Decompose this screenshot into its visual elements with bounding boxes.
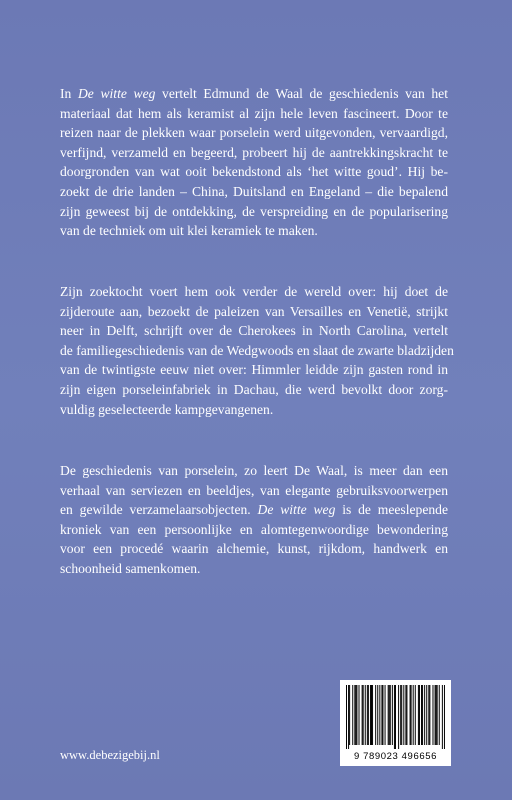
- text-line: zoekt de drie landen – China, Duitsland en Engeland – die bepalend: [60, 183, 448, 199]
- barcode-bar: [410, 685, 411, 745]
- text-line: In De witte weg vertelt Edmund de Waal de geschiedenis van het: [60, 86, 448, 101]
- text-line: materiaal dat hem als keramist al zijn hele leven fascineert. Door te: [60, 105, 448, 121]
- text-line: zijn eigen porseleinfabriek in Dachau, die werd bevolkt door zorg-: [60, 381, 448, 397]
- barcode-bar: [401, 685, 402, 745]
- barcode-bar: [439, 685, 440, 745]
- barcode-bar: [400, 685, 401, 745]
- text-line: vuldig geselecteerde kampgevangenen.: [60, 401, 274, 417]
- barcode-bar: [356, 685, 357, 745]
- text-line: zijn geweest bij de ontdekking, de verspreiding en de popularisering: [60, 203, 448, 219]
- barcode-bar: [379, 685, 380, 745]
- text-line: schoonheid samenkomen.: [60, 560, 201, 576]
- text-line: zijderoute aan, bezoekt de paleizen van Versailles en Venetië, strijkt: [60, 303, 448, 319]
- barcode-bar: [371, 685, 372, 745]
- barcode-bar: [422, 685, 423, 745]
- book-title: De witte weg: [257, 502, 336, 518]
- paragraph-text: [60, 84, 448, 241]
- text-line: kroniek van een persoonlijke en alomtegenwoordige bewondering: [60, 521, 448, 537]
- barcode-bar: [418, 685, 419, 745]
- blurb-paragraph-1: [60, 84, 448, 241]
- barcode-bar: [392, 685, 393, 745]
- barcode-bar: [377, 685, 378, 745]
- barcode-bar: [395, 685, 396, 749]
- text-line: Zijn zoektocht voert hem ook verder de wereld over: hij doet de: [60, 284, 448, 299]
- barcode-bar: [426, 685, 427, 745]
- barcode-bar: [365, 685, 366, 745]
- barcode-bar: [390, 685, 391, 745]
- barcode-bar: [428, 685, 429, 745]
- text-line: de familiegeschiedenis van de Wedgwoods en slaat de zwarte bladzijden: [60, 342, 454, 358]
- text-line: en gewilde verzamelaarsobjecten. De witte weg is de meeslepende: [60, 502, 448, 518]
- barcode-bar: [421, 685, 422, 745]
- barcode-bar: [403, 685, 404, 745]
- barcode-bar: [346, 685, 347, 749]
- text-line: verhaal van serviezen en beeldjes, van elegante gebruiksvoorwerpen: [60, 482, 448, 498]
- barcode-bar: [355, 685, 356, 745]
- barcode-bar: [375, 685, 376, 745]
- barcode-bar: [359, 685, 360, 745]
- barcode-bar: [385, 685, 386, 745]
- barcode-bar: [411, 685, 412, 745]
- barcode-bar: [348, 685, 349, 749]
- barcode-bar: [349, 685, 350, 745]
- barcode-bar: [381, 685, 382, 745]
- paragraph-text: [60, 282, 454, 419]
- text-line: reizen naar de plekken waar porselein werd uitgevonden, vervaardigd,: [60, 125, 448, 141]
- isbn-number: 9 789023 496656: [354, 751, 437, 762]
- barcode-bar: [424, 685, 425, 745]
- text-line: van de twintigste eeuw niet over: Himmler leidde zijn gasten rond in: [60, 362, 448, 378]
- barcode-bar: [367, 685, 368, 745]
- text-line: doorgronden van wat ooit bekendstond als ‘het witte goud’. Hij be-: [60, 164, 448, 180]
- barcode-bar: [362, 685, 363, 745]
- barcode-bars: [346, 685, 445, 749]
- barcode-bar: [442, 685, 443, 749]
- barcode-bar: [437, 685, 438, 745]
- barcode-bar: [394, 685, 395, 749]
- book-title: De witte weg: [77, 86, 156, 101]
- barcode-bar: [432, 685, 433, 745]
- barcode-bar: [398, 685, 399, 749]
- text-line: verfijnd, verzameld en begeerd, probeert hij de aantrekkingskracht te: [60, 144, 448, 160]
- isbn-barcode: [340, 680, 451, 766]
- barcode-bar: [419, 685, 420, 745]
- text-line: van de techniek om uit klei keramiek te maken.: [60, 223, 318, 239]
- barcode-bar: [368, 685, 369, 745]
- text-line: voor een procedé waarin alchemie, kunst, rijkdom, handwerk en: [60, 541, 448, 557]
- barcode-bar: [429, 685, 430, 745]
- barcode-bar: [372, 685, 373, 745]
- barcode-bar: [354, 685, 355, 745]
- text-line: neer in Delft, schrijft over de Cherokees in North Carolina, vertelt: [60, 323, 448, 339]
- text-line: De geschiedenis van porselein, zo leert De Waal, is meer dan een: [60, 463, 448, 478]
- barcode-bar: [382, 685, 383, 745]
- barcode-bar: [352, 685, 353, 745]
- barcode-bar: [389, 685, 390, 745]
- blurb-paragraph-3: [60, 461, 448, 579]
- barcode-bar: [413, 685, 414, 745]
- barcode-bar: [436, 685, 437, 745]
- barcode-bar: [363, 685, 364, 745]
- barcode-bar: [435, 685, 436, 745]
- publisher-website[interactable]: www.debezigebij.nl: [60, 748, 160, 762]
- paragraph-text: [60, 461, 448, 579]
- barcode-bar: [444, 685, 445, 749]
- barcode-bar: [388, 685, 389, 745]
- barcode-bar: [405, 685, 406, 745]
- barcode-bar: [370, 685, 371, 745]
- barcode-bar: [406, 685, 407, 745]
- barcode-bar: [415, 685, 416, 745]
- blurb-paragraph-2: [60, 282, 454, 419]
